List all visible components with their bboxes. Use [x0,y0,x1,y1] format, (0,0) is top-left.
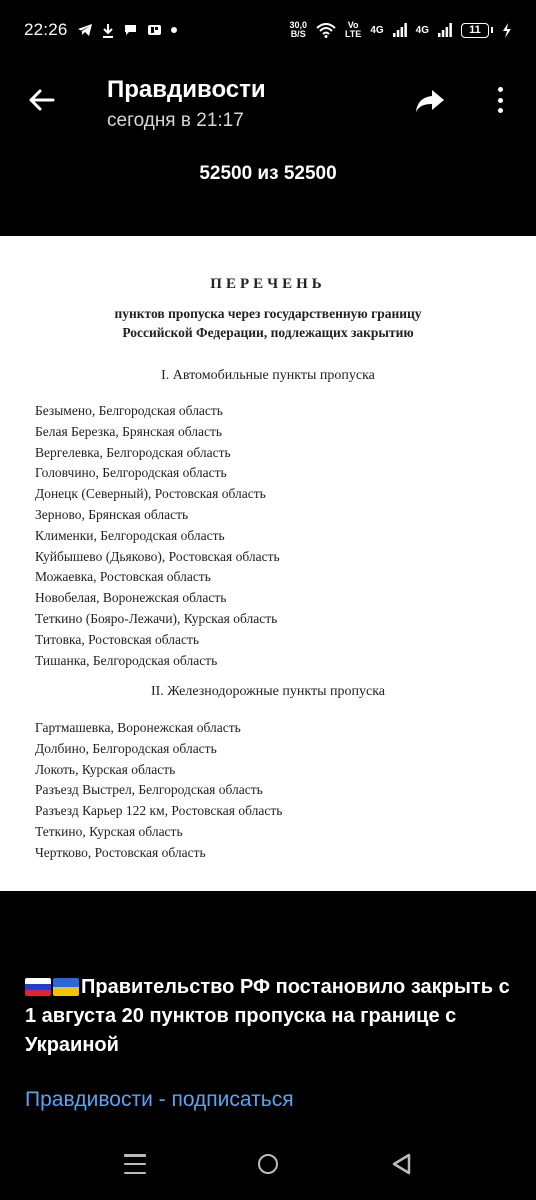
chat-bubble-icon [123,23,138,37]
list-item: Тишанка, Белгородская область [35,652,218,668]
list-item: Белая Березка, Брянская область [35,423,223,439]
list-item: Куйбышево (Дьяково), Ростовская область [35,548,280,564]
list-item: Зерново, Брянская область [35,506,189,522]
list-item: Головчино, Белгородская область [35,465,227,481]
doc-title: ПЕРЕЧЕНЬ [210,276,326,292]
status-left [24,20,177,40]
status-bar [0,0,536,60]
more-vertical-icon[interactable] [488,84,512,116]
list-item: Титовка, Ростовская область [35,631,200,647]
network-speed: 30,0 B/S [289,20,307,39]
signal-bars-icon [438,23,452,37]
channel-title: Правдивости [107,76,266,103]
app-notification-icon [147,23,162,37]
share-arrow-icon[interactable] [414,84,446,116]
list-item: Теткино (Бояро-Лежачи), Курская область [35,610,278,626]
post-time: сегодня в 21:17 [107,110,244,131]
document-image[interactable] [0,236,536,891]
post-caption [25,973,515,1060]
section2-title: II. Железнодорожные пункты пропуска [150,684,386,699]
viewer-header [0,62,536,142]
list-item: Новобелая, Воронежская область [35,590,227,606]
list-item: Клименки, Белгородская область [35,527,225,543]
section2-list [35,718,282,864]
network-type-1: 4G [370,24,384,36]
charging-bolt-icon [502,23,512,38]
russia-flag-icon [25,978,51,996]
list-item: Разъезд Карьер 122 км, Ростовская область [35,803,283,819]
list-item: Безымено, Белгородская область [35,403,223,418]
doc-subtitle: пунктов пропуска через государственную границу Российской Федерации, подлежащих закрытию [114,306,422,340]
list-item: Разъезд Выстрел, Белгородская область [35,782,263,798]
list-item: Гартмашевка, Воронежская область [35,720,241,735]
back-arrow-icon[interactable] [26,84,58,116]
circle-home-icon[interactable] [258,1154,278,1174]
battery-icon: 11 [461,23,489,38]
list-item: Локоть, Курская область [35,761,176,777]
list-item: Чертково, Ростовская область [35,844,206,860]
ukraine-flag-icon [53,978,79,996]
subscribe-link[interactable]: Правдивости - подписаться [25,1088,294,1111]
section1-list [35,401,280,671]
list-item: Долбино, Белгородская область [35,740,217,756]
list-item: Донецк (Северный), Ростовская область [35,486,266,502]
wifi-icon [316,23,336,38]
status-time: 22:26 [24,20,68,39]
system-nav-bar [0,1130,536,1200]
telegram-icon [77,23,93,37]
section1-title: I. Автомобильные пункты пропуска [161,368,375,383]
network-type-2: 4G [415,24,429,36]
list-item: Можаевка, Ростовская область [35,569,211,585]
triangle-back-icon[interactable] [390,1152,412,1176]
download-icon [102,23,114,38]
volte-indicator: Vo LTE [344,20,362,39]
list-item: Вергелевка, Белгородская область [35,444,231,460]
notification-dot-icon [171,27,177,33]
signal-bars-icon [393,23,407,37]
battery-tip [491,27,493,33]
caption-text: Правительство РФ постановило закрыть с 1 августа 20 пунктов пропуска на границе с Украиной [25,976,510,1056]
status-right [289,21,512,39]
list-item: Теткино, Курская область [35,823,183,839]
menu-lines-icon[interactable] [124,1154,146,1174]
views-counter: 52500 из 52500 [199,163,337,184]
